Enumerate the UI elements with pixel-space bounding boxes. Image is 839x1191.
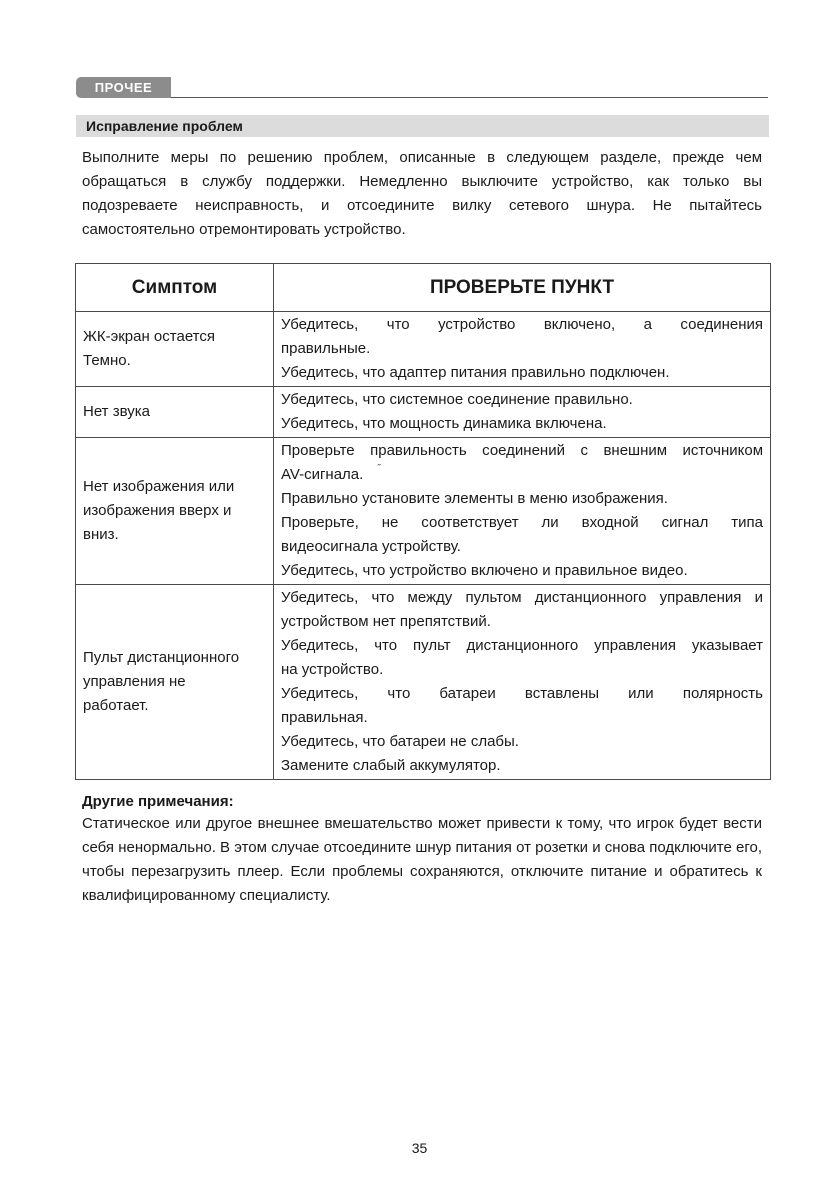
symptom-line: работает.	[83, 697, 149, 714]
table-row	[76, 387, 771, 438]
intro-paragraph: Выполните меры по решению проблем, описанные в следующем разделе, прежде чем обращаться в службу поддержки. Немедленно выключите устройство, как только вы подозреваете неисправность, и отсоедините вилку сетевого шнура. Не пытайтесь самостоятельно отремонтировать устройство.	[82, 149, 762, 238]
check-line: Проверьте, не соответствует ли входной сигнал типа	[281, 514, 763, 531]
check-line: Замените слабый аккумулятор.	[281, 757, 501, 774]
table-row	[76, 438, 771, 585]
notes-title: Другие примечания:	[82, 793, 234, 810]
check-line: AV-сигнала.	[281, 466, 364, 483]
check-line-wrapper	[281, 463, 763, 487]
troubleshooting-table	[75, 263, 771, 780]
check-line: Убедитесь, что батареи не слабы.	[281, 733, 519, 750]
symptom-line: Нет изображения или	[83, 478, 235, 495]
check-line: видеосигнала устройству.	[281, 538, 461, 555]
check-line: Убедитесь, что между пультом дистанционного управления и	[281, 589, 763, 606]
check-line: Убедитесь, что адаптер питания правильно подключен.	[281, 364, 670, 381]
section-tag	[76, 77, 171, 98]
check-cell	[274, 585, 771, 780]
table-row	[76, 585, 771, 780]
check-cell	[274, 387, 771, 438]
section-tag-label: ПРОЧЕЕ	[94, 80, 153, 95]
symptom-line: Нет звука	[83, 403, 150, 420]
symptom-cell	[76, 438, 274, 585]
check-line: Проверьте правильность соединений с внешним источником	[281, 442, 763, 459]
check-line: правильные.	[281, 340, 371, 357]
symptom-line: Темно.	[83, 352, 131, 369]
check-line: на устройство.	[281, 661, 384, 678]
header-symptom: Симптом	[76, 264, 274, 312]
check-line: Убедитесь, что мощность динамика включена.	[281, 415, 607, 432]
symptom-line: вниз.	[83, 526, 119, 543]
subheading: Исправление проблем	[76, 115, 769, 137]
symptom-line: изображения вверх и	[83, 502, 232, 519]
check-line: Убедитесь, что устройство включено и правильное видео.	[281, 562, 688, 579]
check-line: Убедитесь, что батареи вставлены или полярность	[281, 685, 763, 702]
symptom-cell	[76, 387, 274, 438]
check-line: Правильно установите элементы в меню изображения.	[281, 490, 668, 507]
scan-speck-icon: ˝	[377, 463, 381, 473]
page-number: 35	[411, 1140, 428, 1156]
symptom-line: ЖК-экран остается	[83, 328, 215, 345]
table-header-row	[76, 264, 771, 312]
check-cell	[274, 312, 771, 387]
symptom-cell	[76, 585, 274, 780]
check-line: Убедитесь, что пульт дистанционного управления указывает	[281, 637, 763, 654]
symptom-line: управления не	[83, 673, 186, 690]
symptom-cell	[76, 312, 274, 387]
check-cell	[274, 438, 771, 585]
check-line: Убедитесь, что устройство включено, а соединения	[281, 316, 763, 333]
header-check: ПРОВЕРЬТЕ ПУНКТ	[274, 264, 771, 312]
table-row	[76, 312, 771, 387]
symptom-line: Пульт дистанционного	[83, 649, 240, 666]
check-line: Убедитесь, что системное соединение правильно.	[281, 391, 633, 408]
notes-paragraph: Статическое или другое внешнее вмешательство может привести к тому, что игрок будет вести себя ненормально. В этом случае отсоедините шнур питания от розетки и снова подключите его, чтобы перезагрузить плеер. Если проблемы сохраняются, отключите питание и обратитесь к квалифицированному специалисту.	[82, 815, 762, 904]
section-divider	[171, 97, 768, 98]
check-line: правильная.	[281, 709, 368, 726]
check-line: устройством нет препятствий.	[281, 613, 491, 630]
